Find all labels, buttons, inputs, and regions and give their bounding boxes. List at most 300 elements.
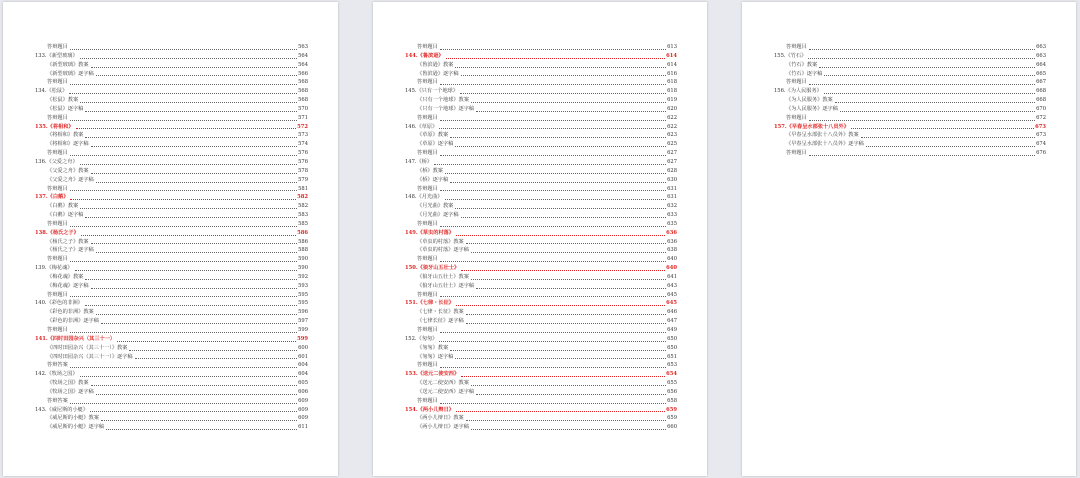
toc-chapter-entry[interactable] (405, 52, 677, 61)
toc-sub-entry[interactable] (35, 308, 308, 317)
toc-sub-entry[interactable] (35, 388, 308, 397)
toc-sub-entry[interactable] (405, 61, 677, 70)
toc-sub-entry[interactable] (405, 255, 677, 264)
toc-entry-title: 149.《草虫的村落》 (405, 229, 454, 236)
toc-chapter-entry[interactable] (35, 158, 308, 167)
toc-entry-title: 《狼牙山五壮士》教案 (417, 273, 469, 280)
toc-page-number: 659 (667, 415, 677, 422)
dot-leader (476, 285, 666, 289)
toc-sub-entry[interactable] (405, 105, 677, 114)
toc-sub-entry[interactable] (35, 246, 308, 255)
dot-leader (70, 152, 297, 156)
toc-sub-entry[interactable] (774, 70, 1046, 79)
toc-page-number: 563 (298, 44, 308, 50)
toc-page-number: 576 (298, 150, 308, 157)
toc-page-number: 599 (297, 335, 308, 342)
toc-sub-entry[interactable] (35, 238, 308, 247)
toc-entry-title: 《桥》教案 (417, 167, 443, 174)
toc-sub-entry[interactable] (35, 43, 308, 52)
toc-chapter-entry[interactable] (35, 193, 308, 202)
toc-entry-title: 《七律・长征》教案 (417, 309, 464, 316)
toc-entry-title: 140.《彩色的非洲》 (35, 300, 83, 307)
toc-page-number: 568 (298, 79, 308, 86)
toc-page-number: 588 (298, 247, 308, 254)
toc-chapter-entry[interactable] (405, 229, 677, 238)
dot-leader (434, 161, 666, 165)
dot-leader (96, 179, 297, 183)
dot-leader (91, 382, 297, 386)
toc-page-number: 670 (1036, 105, 1046, 112)
dot-leader (440, 81, 666, 85)
toc-chapter-entry[interactable] (405, 87, 677, 96)
toc-page-number: 668 (1036, 88, 1046, 95)
toc-page-number: 658 (667, 397, 677, 404)
toc-page-number: 676 (1036, 150, 1046, 157)
toc-page-number: 582 (297, 194, 308, 201)
toc-chapter-entry[interactable] (35, 229, 308, 238)
toc-chapter-entry[interactable] (35, 299, 308, 308)
toc-page-number: 606 (298, 388, 308, 395)
dot-leader (440, 329, 666, 333)
toc-entry-title: 答辩题目 (417, 185, 438, 192)
toc-sub-entry[interactable] (774, 131, 1046, 140)
dot-leader (450, 179, 666, 183)
toc-page-number: 568 (298, 97, 308, 104)
dot-leader (460, 90, 666, 94)
toc-sub-entry[interactable] (405, 246, 677, 255)
toc-sub-entry[interactable] (35, 326, 308, 335)
toc-sub-entry[interactable] (35, 379, 308, 388)
toc-entry-title: 《父爱之舟》教案 (47, 167, 89, 174)
toc-entry-title: 《新型玻璃》教案 (47, 61, 89, 68)
toc-chapter-entry[interactable] (35, 335, 308, 344)
toc-entry-title: 137.《白鹅》 (35, 194, 69, 201)
toc-entry-title: 答辩题目 (47, 220, 68, 227)
dot-leader (80, 55, 297, 59)
toc-page-number: 613 (667, 44, 677, 50)
toc-page-number: 568 (298, 88, 308, 95)
toc-entry-title: 《白鹅》逐字稿 (47, 212, 84, 219)
dot-leader (101, 320, 297, 324)
toc-chapter-entry[interactable] (405, 123, 677, 132)
toc-sub-entry[interactable] (405, 220, 677, 229)
dot-leader (440, 117, 666, 121)
toc-sub-entry[interactable] (405, 397, 677, 406)
toc-sub-entry[interactable] (405, 185, 677, 194)
toc-sub-entry[interactable] (774, 149, 1046, 158)
dot-leader (80, 99, 297, 103)
toc-entry-title: 141.《四时田园杂兴（其三十一） (35, 335, 116, 342)
toc-entry-title: 答辩题目 (786, 44, 807, 50)
toc-sub-entry[interactable] (405, 282, 677, 291)
toc-sub-entry[interactable] (405, 78, 677, 87)
toc-entry-title: 《鲁滨逊》教案 (417, 61, 454, 68)
dot-leader (440, 258, 666, 262)
toc-page-number: 609 (298, 406, 308, 413)
document-page-3 (742, 2, 1076, 476)
dot-leader (809, 152, 1035, 156)
toc-sub-entry[interactable] (35, 282, 308, 291)
toc-page-number: 570 (298, 105, 308, 112)
document-page-1 (3, 2, 338, 476)
toc-chapter-entry[interactable] (405, 370, 677, 379)
toc-page-number: 590 (298, 265, 308, 272)
toc-chapter-entry[interactable] (774, 123, 1046, 132)
dot-leader (96, 391, 297, 395)
toc-sub-entry[interactable] (405, 96, 677, 105)
toc-page-number: 600 (298, 344, 308, 351)
dot-leader (440, 223, 666, 227)
toc-entry-title: 157.《早春呈水部张十八员外》 (774, 123, 849, 130)
toc-page-number: 586 (298, 238, 308, 245)
toc-entry-title: 答辩题目 (417, 362, 438, 369)
toc-entry-title: 答辩题目 (47, 44, 68, 50)
toc-page-number: 566 (298, 70, 308, 77)
toc-sub-entry[interactable] (405, 43, 677, 52)
toc-sub-entry[interactable] (405, 70, 677, 79)
dot-leader (80, 373, 297, 377)
toc-page-number: 578 (298, 167, 308, 174)
toc-page-number: 609 (298, 397, 308, 404)
dot-leader (70, 329, 297, 333)
toc-page-number: 605 (298, 380, 308, 387)
toc-entry-title: 《只有一个地球》逐字稿 (417, 105, 475, 112)
dot-leader (851, 125, 1034, 129)
toc-sub-entry[interactable] (405, 149, 677, 158)
toc-page-number: 618 (667, 79, 677, 86)
toc-entry-title: 答辩题目 (47, 114, 68, 121)
toc-page-number: 574 (298, 141, 308, 148)
toc-entry-title: 133.《新型玻璃》 (35, 52, 78, 59)
toc-entry-title: 《草虫的村落》逐字稿 (417, 247, 469, 254)
toc-page-number: 622 (667, 114, 677, 121)
dot-leader (85, 134, 297, 138)
toc-entry-title: 《竹石》逐字稿 (786, 70, 823, 77)
toc-sub-entry[interactable] (405, 344, 677, 353)
toc-sub-entry[interactable] (405, 379, 677, 388)
toc-page-number: 625 (667, 141, 677, 148)
dot-leader (91, 64, 297, 68)
toc-sub-entry[interactable] (35, 105, 308, 114)
toc-page-number: 632 (667, 203, 677, 210)
toc-entry-title: 134.《松鼠》 (35, 88, 68, 95)
toc-page-number: 573 (298, 132, 308, 139)
toc-chapter-entry[interactable] (405, 158, 677, 167)
dot-leader (70, 46, 297, 50)
toc-entry-title: 答辩题目 (417, 327, 438, 333)
toc-page-number: 664 (1036, 61, 1046, 68)
toc-entry-title: 《彩色的非洲》教案 (47, 309, 94, 316)
dot-leader (456, 232, 665, 236)
dot-leader (85, 302, 297, 306)
dot-leader (455, 355, 666, 359)
toc-entry-title: 《七律长征》逐字稿 (417, 318, 464, 325)
toc-entry-title: 《为人民服务》逐字稿 (786, 105, 838, 112)
toc-entry-title: 《草原》教案 (417, 132, 449, 139)
dot-leader (824, 90, 1035, 94)
toc-entry-title: 《草虫的村落》教案 (417, 238, 464, 245)
toc-page-number: 628 (667, 167, 677, 174)
dot-leader (840, 108, 1035, 112)
toc-entry-title: 《只有一个地球》教案 (417, 97, 469, 104)
toc-page-number: 630 (667, 176, 677, 183)
toc-page-number: 654 (666, 371, 677, 378)
toc-entry-title: 《竹石》教案 (786, 61, 818, 68)
toc-entry-title: 《将相和》教案 (47, 132, 84, 139)
dot-leader (461, 267, 665, 271)
toc-page-number: 604 (298, 371, 308, 378)
toc-chapter-entry[interactable] (35, 52, 308, 61)
toc-sub-entry[interactable] (774, 78, 1046, 87)
toc-chapter-entry[interactable] (774, 87, 1046, 96)
toc-entry-title: 138.《杨氏之子》 (35, 229, 79, 236)
toc-sub-entry[interactable] (405, 388, 677, 397)
toc-page-number: 582 (298, 203, 308, 210)
toc-entry-title: 《新型玻璃》逐字稿 (47, 70, 94, 77)
toc-entry-title: 答辩答案 (47, 362, 68, 369)
toc-chapter-entry[interactable] (35, 370, 308, 379)
toc-sub-entry[interactable] (405, 291, 677, 300)
dot-leader (106, 426, 297, 430)
toc-list (405, 43, 677, 432)
toc-chapter-entry[interactable] (35, 264, 308, 273)
toc-page-number: 651 (667, 353, 677, 360)
toc-page-number: 597 (298, 318, 308, 325)
dot-leader (456, 408, 665, 412)
toc-entry-title: 《匆匆》教案 (417, 344, 449, 351)
toc-sub-entry[interactable] (35, 114, 308, 123)
toc-sub-entry[interactable] (774, 114, 1046, 123)
dot-leader (471, 249, 666, 253)
toc-page-number: 564 (298, 61, 308, 68)
toc-entry-title: 144.《鲁滨逊》 (405, 52, 444, 59)
dot-leader (70, 196, 296, 200)
toc-entry-title: 答辩题目 (417, 44, 438, 50)
toc-sub-entry[interactable] (405, 176, 677, 185)
toc-entry-title: 《鲁滨逊》逐字稿 (417, 70, 459, 77)
toc-sub-entry[interactable] (405, 202, 677, 211)
toc-page-number: 655 (667, 380, 677, 387)
dot-leader (476, 108, 666, 112)
toc-sub-entry[interactable] (35, 176, 308, 185)
dot-leader (809, 46, 1035, 50)
toc-sub-entry[interactable] (35, 353, 308, 362)
toc-page-number: 601 (298, 353, 308, 360)
dot-leader (91, 240, 297, 244)
toc-sub-entry[interactable] (35, 78, 308, 87)
toc-entry-title: 《为人民服务》教案 (786, 97, 833, 104)
toc-sub-entry[interactable] (35, 414, 308, 423)
toc-page-number: 616 (667, 70, 677, 77)
toc-page-number: 618 (667, 88, 677, 95)
dot-leader (461, 72, 666, 76)
toc-sub-entry[interactable] (35, 397, 308, 406)
toc-entry-title: 151.《七律・长征》 (405, 300, 454, 307)
toc-page-number: 614 (667, 61, 677, 68)
toc-chapter-entry[interactable] (405, 335, 677, 344)
toc-entry-title: 《早春呈水部张十八员外》教案 (786, 132, 859, 139)
toc-entry-title: 答辩题目 (417, 79, 438, 86)
toc-sub-entry[interactable] (405, 131, 677, 140)
toc-sub-entry[interactable] (405, 114, 677, 123)
dot-leader (439, 338, 666, 342)
toc-entry-title: 《威尼斯的小艇》逐字稿 (47, 424, 105, 431)
toc-sub-entry[interactable] (405, 167, 677, 176)
dot-leader (129, 347, 297, 351)
toc-chapter-entry[interactable] (35, 123, 308, 132)
dot-leader (809, 81, 1035, 85)
toc-entry-title: 答辩题目 (47, 79, 68, 86)
toc-sub-entry[interactable] (774, 61, 1046, 70)
toc-page-number: 647 (667, 318, 677, 325)
toc-entry-title: 153.《送元二使安西》 (405, 371, 460, 378)
toc-chapter-entry[interactable] (405, 193, 677, 202)
dot-leader (75, 267, 298, 271)
toc-list (35, 43, 308, 432)
dot-leader (445, 170, 666, 174)
dot-leader (471, 99, 666, 103)
toc-sub-entry[interactable] (35, 255, 308, 264)
toc-entry-title: 答辩题目 (47, 291, 68, 298)
toc-sub-entry[interactable] (774, 140, 1046, 149)
toc-sub-entry[interactable] (35, 423, 308, 432)
dot-leader (446, 55, 666, 59)
toc-sub-entry[interactable] (405, 423, 677, 432)
toc-entry-title: 答辩题目 (786, 79, 807, 86)
toc-entry-title: 143.《威尼斯的小艇》 (35, 406, 89, 413)
dot-leader (440, 187, 666, 191)
dot-leader (70, 364, 297, 368)
toc-page-number: 645 (666, 300, 677, 307)
toc-page-number: 619 (667, 97, 677, 104)
toc-sub-entry[interactable] (774, 105, 1046, 114)
toc-entry-title: 150.《狼牙山五壮士》 (405, 265, 460, 272)
toc-page-number: 659 (666, 406, 677, 413)
toc-sub-entry[interactable] (35, 273, 308, 282)
toc-sub-entry[interactable] (405, 308, 677, 317)
toc-sub-entry[interactable] (35, 140, 308, 149)
toc-sub-entry[interactable] (35, 202, 308, 211)
toc-page-number: 595 (298, 300, 308, 307)
toc-sub-entry[interactable] (405, 326, 677, 335)
toc-chapter-entry[interactable] (774, 52, 1046, 61)
dot-leader (835, 99, 1035, 103)
toc-sub-entry[interactable] (35, 317, 308, 326)
toc-page-number: 640 (667, 256, 677, 263)
toc-chapter-entry[interactable] (405, 264, 677, 273)
toc-page-number: 599 (298, 327, 308, 333)
toc-sub-entry[interactable] (35, 344, 308, 353)
toc-sub-entry[interactable] (774, 43, 1046, 52)
toc-sub-entry[interactable] (35, 211, 308, 220)
dot-leader (439, 125, 666, 129)
dot-leader (76, 125, 297, 129)
dot-leader (476, 391, 666, 395)
toc-page-number: 636 (666, 229, 677, 236)
toc-sub-entry[interactable] (35, 96, 308, 105)
toc-sub-entry[interactable] (405, 414, 677, 423)
toc-page-number: 604 (298, 362, 308, 369)
toc-sub-entry[interactable] (35, 70, 308, 79)
toc-entry-title: 答辩题目 (417, 397, 438, 404)
dot-leader (455, 143, 666, 147)
toc-sub-entry[interactable] (405, 238, 677, 247)
toc-sub-entry[interactable] (405, 211, 677, 220)
toc-page-number: 579 (298, 176, 308, 183)
toc-sub-entry[interactable] (35, 220, 308, 229)
toc-chapter-entry[interactable] (35, 406, 308, 415)
dot-leader (866, 143, 1035, 147)
toc-entry-title: 答辩题目 (417, 150, 438, 157)
toc-entry-title: 《两小儿辩日》教案 (417, 415, 464, 422)
toc-sub-entry[interactable] (35, 361, 308, 370)
dot-leader (85, 214, 297, 218)
toc-sub-entry[interactable] (405, 353, 677, 362)
dot-leader (70, 258, 297, 262)
toc-sub-entry[interactable] (35, 149, 308, 158)
toc-sub-entry[interactable] (35, 185, 308, 194)
toc-page-number: 627 (667, 158, 677, 165)
toc-chapter-entry[interactable] (35, 87, 308, 96)
dot-leader (440, 46, 666, 50)
toc-sub-entry[interactable] (35, 61, 308, 70)
toc-page-number: 665 (1036, 70, 1046, 77)
toc-page-number: 596 (298, 309, 308, 316)
dot-leader (471, 426, 666, 430)
dot-leader (70, 293, 297, 297)
dot-leader (70, 81, 297, 85)
toc-sub-entry[interactable] (405, 273, 677, 282)
toc-entry-title: 《威尼斯的小艇》教案 (47, 415, 99, 422)
toc-entry-title: 152.《匆匆》 (405, 335, 438, 342)
toc-entry-title: 答辩题目 (786, 114, 807, 121)
dot-leader (69, 90, 297, 94)
dot-leader (440, 364, 666, 368)
toc-sub-entry[interactable] (35, 167, 308, 176)
dot-leader (70, 187, 297, 191)
toc-page-number: 592 (298, 273, 308, 280)
dot-leader (85, 276, 297, 280)
toc-entry-title: 《松鼠》教案 (47, 97, 79, 104)
toc-page-number: 576 (298, 158, 308, 165)
toc-entry-title: 《杨氏之子》逐字稿 (47, 247, 94, 254)
dot-leader (80, 161, 297, 165)
toc-page-number: 672 (1036, 114, 1046, 121)
toc-entry-title: 《两小儿辩日》逐字稿 (417, 424, 469, 431)
toc-sub-entry[interactable] (35, 131, 308, 140)
toc-page-number: 667 (1036, 79, 1046, 86)
toc-sub-entry[interactable] (405, 140, 677, 149)
toc-sub-entry[interactable] (774, 96, 1046, 105)
toc-entry-title: 155.《竹石》 (774, 52, 807, 59)
toc-page-number: 611 (298, 424, 308, 431)
toc-sub-entry[interactable] (405, 361, 677, 370)
toc-page-number: 572 (297, 123, 308, 130)
dot-leader (471, 276, 666, 280)
toc-entry-title: 答辩题目 (47, 150, 68, 157)
dot-leader (70, 223, 297, 227)
toc-sub-entry[interactable] (35, 291, 308, 300)
toc-chapter-entry[interactable] (405, 299, 677, 308)
toc-chapter-entry[interactable] (405, 406, 677, 415)
dot-leader (456, 302, 665, 306)
toc-page-number: 650 (667, 344, 677, 351)
toc-entry-title: 《早春呈水部张十八员外》逐字稿 (786, 141, 864, 148)
toc-sub-entry[interactable] (405, 317, 677, 326)
toc-page-number: 674 (1036, 141, 1046, 148)
toc-page-number: 571 (298, 114, 308, 121)
toc-entry-title: 《牧场之国》逐字稿 (47, 388, 94, 395)
